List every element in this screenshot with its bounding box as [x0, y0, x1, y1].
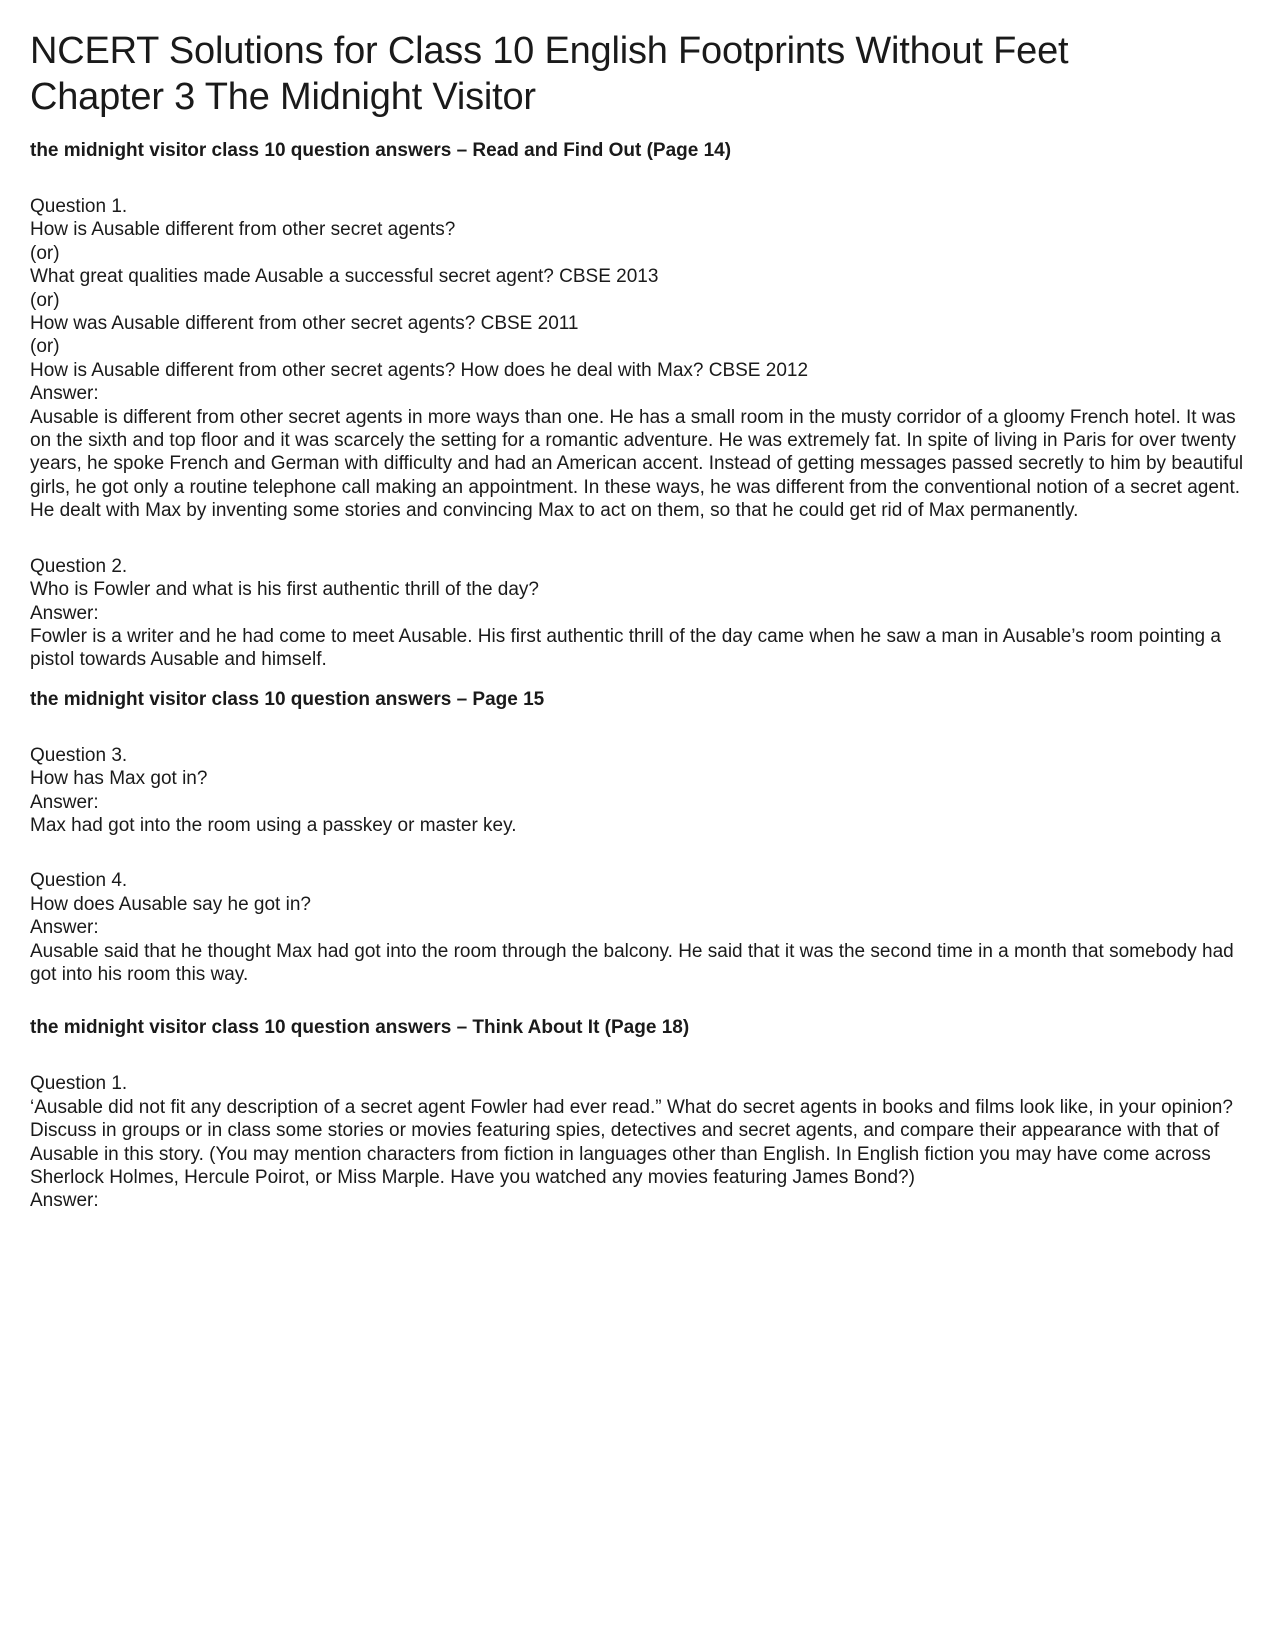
answer-label: Answer:	[30, 602, 99, 624]
question-label: Question 2.	[30, 555, 128, 577]
question-text: How is Ausable different from other secret agents?	[30, 219, 456, 241]
question-label: Question 3.	[30, 744, 128, 766]
question-block-2	[30, 555, 1260, 672]
page-title	[30, 28, 1260, 120]
section-heading-page-15: the midnight visitor class 10 question answers – Page 15	[30, 688, 545, 710]
question-or: (or)	[30, 289, 60, 311]
question-block-3	[30, 744, 1260, 838]
question-label: Question 1.	[30, 196, 128, 217]
answer-paragraph: Fowler is a writer and he had come to meet Ausable. His first authentic thrill of the day came when he saw a man in Ausable’s room pointing a pistol towards Ausable and himself.	[30, 625, 1221, 671]
question-block-1	[30, 195, 1260, 523]
answer-label: Answer:	[30, 917, 99, 939]
question-block-4	[30, 869, 1260, 986]
question-or: (or)	[30, 242, 60, 264]
answer-paragraph: Max had got into the room using a passkey or master key.	[30, 814, 517, 836]
answer-label: Answer:	[30, 1190, 99, 1212]
question-text: Who is Fowler and what is his first authentic thrill of the day?	[30, 579, 540, 601]
title-line-2: Chapter 3 The Midnight Visitor	[30, 76, 536, 118]
answer-paragraph: He dealt with Max by inventing some stories and convincing Max to act on them, so that he could get rid of Max permanently.	[30, 500, 1079, 522]
answer-label: Answer:	[30, 791, 99, 813]
answer-label: Answer:	[30, 383, 99, 405]
question-text: How is Ausable different from other secret agents? How does he deal with Max? CBSE 2012	[30, 359, 809, 381]
section-heading-read-and-find-out: the midnight visitor class 10 question answers – Read and Find Out (Page 14)	[30, 140, 732, 161]
answer-paragraph: Ausable said that he thought Max had got into the room through the balcony. He said that it was the second time in a month that somebody had got into his room this way.	[30, 940, 1234, 985]
answer-paragraph: Ausable is different from other secret agents in more ways than one. He has a small room in the musty corridor of a gloomy French hotel. It was on the sixth and top floor and it was scarcely the setting for a romantic adventure. He was extremely fat. In spite of living in Paris for over twenty years, he spoke French and German with difficulty and had an American accent. Instead of getting messages passed secretly to him by beautiful girls, he got only a routine telephone call making an appointment. In these ways, he was different from the conventional notion of a secret agent.	[30, 406, 1244, 498]
question-label: Question 4.	[30, 870, 128, 892]
question-text: How was Ausable different from other secret agents? CBSE 2011	[30, 313, 579, 335]
question-text: ‘Ausable did not fit any description of a secret agent Fowler had ever read.” What do secret agents in books and films look like, in your opinion? Discuss in groups or in class some stories or movies featuring spies, detectives and secret agents, and compare their appearance with that of Ausable in this story. (You may mention characters from fiction in languages other than English. In English fiction you may have come across Sherlock Holmes, Hercule Poirot, or Miss Marple. Have you watched any movies featuring James Bond?)	[30, 1096, 1233, 1188]
question-text: How does Ausable say he got in?	[30, 893, 311, 915]
section-heading-think-about-it: the midnight visitor class 10 question answers – Think About It (Page 18)	[30, 1017, 690, 1039]
question-block-5	[30, 1072, 1260, 1212]
question-text: How has Max got in?	[30, 768, 208, 790]
question-text: What great qualities made Ausable a successful secret agent? CBSE 2013	[30, 266, 659, 288]
document-page	[30, 28, 1260, 1213]
question-label: Question 1.	[30, 1073, 128, 1095]
question-or: (or)	[30, 336, 60, 358]
title-line-1: NCERT Solutions for Class 10 English Footprints Without Feet	[30, 30, 1069, 72]
